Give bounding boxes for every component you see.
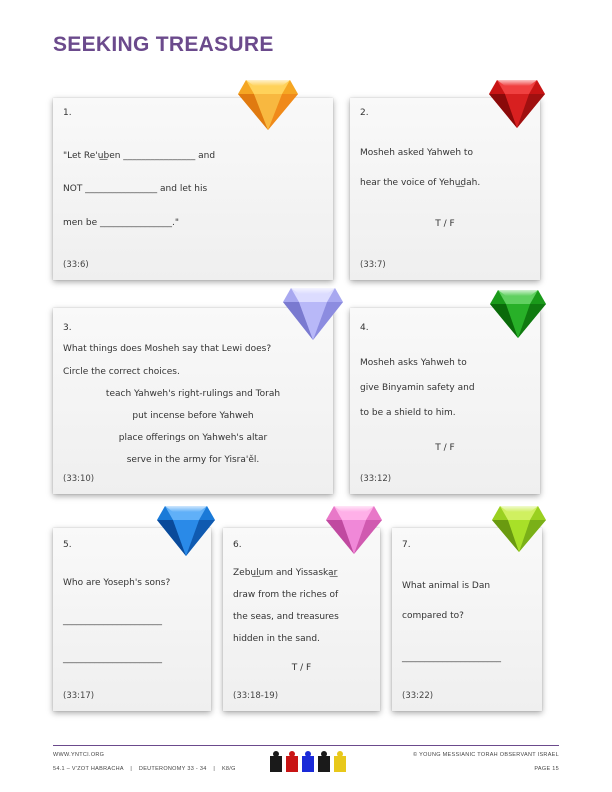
brand-figure-3: [302, 751, 314, 772]
choice-incense[interactable]: put incense before Yahweh: [132, 411, 254, 421]
lavender-gem-icon: [281, 282, 345, 342]
question-number: 5.: [63, 540, 72, 550]
red-gem-icon: [487, 74, 547, 130]
fill-in-line-3: men be ________________.": [63, 218, 179, 228]
answer-blank[interactable]: ______________________: [402, 653, 501, 663]
statement-line-1: Zebu͟lum and Yissaska͟r: [233, 568, 338, 578]
brand-logo-icon: [268, 750, 350, 778]
question-number: 7.: [402, 540, 411, 550]
footer-lesson-name: 54.1 – V'ZOT HABRACHA: [53, 766, 124, 772]
footer-lesson: 54.1 – V'ZOT HABRACHA | DEUTERONOMY 33 - 34 | K8/G: [53, 766, 236, 772]
scripture-reference: (33:18-19): [233, 691, 279, 701]
true-false-choice[interactable]: T / F: [291, 663, 312, 673]
fill-in-line-1: "Let Re'u͟ben ________________ and: [63, 151, 216, 161]
footer-website[interactable]: WWW.YNTCI.ORG: [53, 752, 105, 758]
question-line: Who are Yoseph's sons?: [63, 578, 171, 588]
brand-figure-4: [318, 751, 330, 772]
question-line-1: What things does Mosheh say that Lewi does?: [63, 344, 272, 354]
question-card-7: [392, 528, 542, 711]
lime-gem-icon: [490, 500, 548, 554]
question-number: 1.: [63, 108, 72, 118]
brand-figure-5: [334, 751, 346, 772]
footer-copyright: © YOUNG MESSIANIC TORAH OBSERVANT ISRAEL: [413, 752, 559, 758]
statement-line-1: Mosheh asks Yahweh to: [360, 358, 467, 368]
brand-figure-1: [270, 751, 282, 772]
question-number: 4.: [360, 323, 369, 333]
statement-line-1: Mosheh asked Yahweh to: [360, 148, 473, 158]
question-number: 6.: [233, 540, 242, 550]
statement-line-3: to be a shield to him.: [360, 408, 456, 418]
question-line-1: What animal is Dan: [402, 581, 491, 591]
fill-in-line-2: NOT ________________ and let his: [63, 184, 208, 194]
answer-blank-1[interactable]: ______________________: [63, 616, 162, 626]
scripture-reference: (33:17): [63, 691, 95, 701]
blue-gem-icon: [155, 500, 217, 558]
question-number: 2.: [360, 108, 369, 118]
pink-gem-icon: [324, 500, 384, 556]
true-false-choice[interactable]: T / F: [435, 443, 455, 453]
question-number: 3.: [63, 323, 72, 333]
answer-blank-2[interactable]: ______________________: [63, 654, 162, 664]
statement-line-2: give Binyamin safety and: [360, 383, 475, 393]
footer-page-number: PAGE 15: [534, 766, 559, 772]
statement-line-2: draw from the riches of: [233, 590, 339, 600]
question-line-2: Circle the correct choices.: [63, 367, 180, 377]
statement-line-4: hidden in the sand.: [233, 634, 320, 644]
scripture-reference: (33:7): [360, 260, 386, 270]
orange-gem-icon: [236, 74, 300, 132]
choice-offerings[interactable]: place offerings on Yahweh's altar: [118, 433, 268, 443]
page-title: SEEKING TREASURE: [53, 33, 274, 56]
scripture-reference: (33:12): [360, 474, 392, 484]
footer-book: DEUTERONOMY 33 - 34: [138, 766, 207, 772]
statement-line-3: the seas, and treasures: [233, 612, 339, 622]
true-false-choice[interactable]: T / F: [435, 219, 455, 229]
brand-figure-2: [286, 751, 298, 772]
scripture-reference: (33:10): [63, 474, 95, 484]
footer-divider: [53, 745, 559, 746]
green-gem-icon: [488, 284, 548, 340]
question-line-2: compared to?: [402, 611, 464, 621]
scripture-reference: (33:6): [63, 260, 89, 270]
choice-army[interactable]: serve in the army for Yisra'ěl.: [126, 455, 260, 465]
choice-teach[interactable]: teach Yahweh's right-rulings and Torah: [105, 389, 281, 399]
footer-grade: K8/G: [221, 766, 236, 772]
statement-line-2: hear the voice of Yehu͟dah.: [360, 178, 481, 188]
scripture-reference: (33:22): [402, 691, 434, 701]
